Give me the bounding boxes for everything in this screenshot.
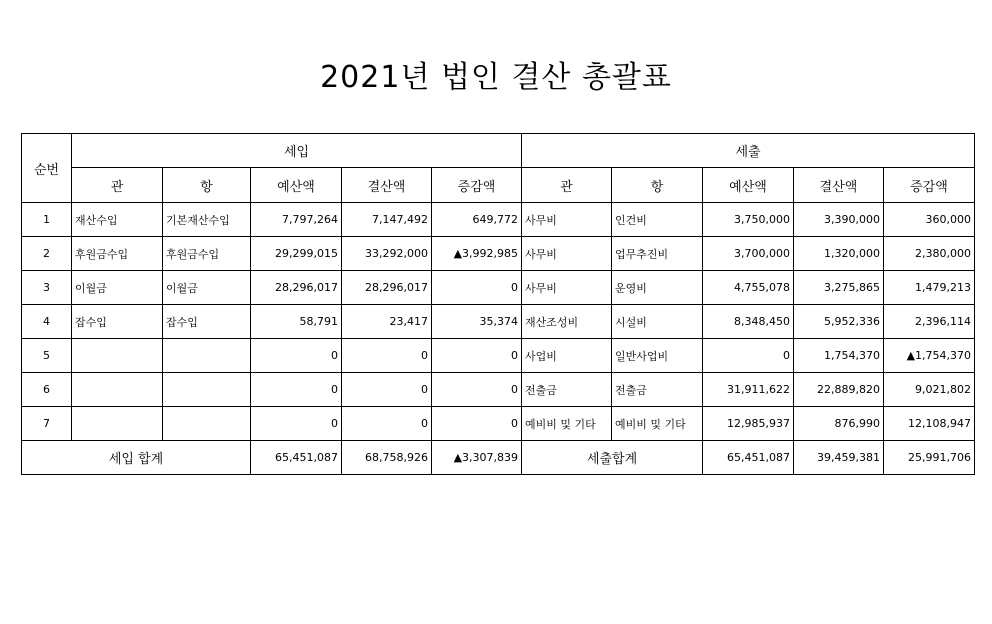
expense-gwan-cell: 사무비 <box>522 271 612 305</box>
expense-hang-cell: 시설비 <box>612 305 703 339</box>
expense-settlement-cell: 5,952,336 <box>794 305 884 339</box>
row-no: 3 <box>22 271 72 305</box>
settlement-table <box>21 133 975 475</box>
income-hang-cell <box>163 373 251 407</box>
expense-settlement-cell: 1,754,370 <box>794 339 884 373</box>
income-settlement-cell: 0 <box>342 339 432 373</box>
expense-settlement-cell: 3,275,865 <box>794 271 884 305</box>
income-budget-cell: 58,791 <box>251 305 342 339</box>
row-no: 4 <box>22 305 72 339</box>
header-no: 순번 <box>22 134 72 203</box>
income-total-budget: 65,451,087 <box>251 441 342 475</box>
expense-diff-cell: 2,380,000 <box>884 237 975 271</box>
expense-budget-cell: 3,700,000 <box>703 237 794 271</box>
income-gwan-cell <box>72 407 163 441</box>
header-in-hang: 항 <box>163 168 251 203</box>
header-in-gwan: 관 <box>72 168 163 203</box>
income-diff-cell: 35,374 <box>432 305 522 339</box>
income-settlement-cell: 33,292,000 <box>342 237 432 271</box>
expense-settlement-cell: 3,390,000 <box>794 203 884 237</box>
expense-hang-cell: 인건비 <box>612 203 703 237</box>
income-gwan-cell <box>72 339 163 373</box>
income-hang-cell: 이월금 <box>163 271 251 305</box>
table-row <box>22 203 975 237</box>
header-row-1 <box>22 134 975 168</box>
expense-settlement-cell: 22,889,820 <box>794 373 884 407</box>
header-in-settle: 결산액 <box>342 168 432 203</box>
row-no: 7 <box>22 407 72 441</box>
income-budget-cell: 0 <box>251 373 342 407</box>
row-no: 2 <box>22 237 72 271</box>
totals-row <box>22 441 975 475</box>
income-hang-cell <box>163 407 251 441</box>
table-row <box>22 305 975 339</box>
expense-gwan-cell: 예비비 및 기타 <box>522 407 612 441</box>
expense-budget-cell: 0 <box>703 339 794 373</box>
expense-diff-cell: ▲1,754,370 <box>884 339 975 373</box>
income-gwan-cell: 이월금 <box>72 271 163 305</box>
income-budget-cell: 29,299,015 <box>251 237 342 271</box>
income-diff-cell: 0 <box>432 407 522 441</box>
expense-budget-cell: 4,755,078 <box>703 271 794 305</box>
expense-total-budget: 65,451,087 <box>703 441 794 475</box>
income-hang-cell: 후원금수입 <box>163 237 251 271</box>
row-no: 5 <box>22 339 72 373</box>
expense-budget-cell: 3,750,000 <box>703 203 794 237</box>
expense-settlement-cell: 876,990 <box>794 407 884 441</box>
expense-diff-cell: 1,479,213 <box>884 271 975 305</box>
expense-gwan-cell: 재산조성비 <box>522 305 612 339</box>
table-row <box>22 407 975 441</box>
income-hang-cell <box>163 339 251 373</box>
header-ex-gwan: 관 <box>522 168 612 203</box>
income-budget-cell: 28,296,017 <box>251 271 342 305</box>
income-diff-cell: ▲3,992,985 <box>432 237 522 271</box>
income-budget-cell: 0 <box>251 407 342 441</box>
expense-total-label: 세출합계 <box>522 441 703 475</box>
income-settlement-cell: 0 <box>342 373 432 407</box>
income-total-label: 세입 합계 <box>22 441 251 475</box>
expense-diff-cell: 360,000 <box>884 203 975 237</box>
expense-budget-cell: 12,985,937 <box>703 407 794 441</box>
income-diff-cell: 0 <box>432 373 522 407</box>
income-hang-cell: 잡수입 <box>163 305 251 339</box>
income-settlement-cell: 28,296,017 <box>342 271 432 305</box>
row-no: 6 <box>22 373 72 407</box>
header-in-diff: 증감액 <box>432 168 522 203</box>
income-budget-cell: 7,797,264 <box>251 203 342 237</box>
header-income: 세입 <box>72 134 522 168</box>
header-expense: 세출 <box>522 134 975 168</box>
income-gwan-cell: 잡수입 <box>72 305 163 339</box>
expense-budget-cell: 31,911,622 <box>703 373 794 407</box>
expense-gwan-cell: 사무비 <box>522 203 612 237</box>
expense-gwan-cell: 사업비 <box>522 339 612 373</box>
expense-total-diff: 25,991,706 <box>884 441 975 475</box>
header-row-2 <box>22 168 975 203</box>
expense-gwan-cell: 사무비 <box>522 237 612 271</box>
income-diff-cell: 0 <box>432 271 522 305</box>
income-gwan-cell <box>72 373 163 407</box>
expense-diff-cell: 9,021,802 <box>884 373 975 407</box>
expense-hang-cell: 전출금 <box>612 373 703 407</box>
expense-diff-cell: 2,396,114 <box>884 305 975 339</box>
header-ex-hang: 항 <box>612 168 703 203</box>
expense-budget-cell: 8,348,450 <box>703 305 794 339</box>
income-total-settlement: 68,758,926 <box>342 441 432 475</box>
expense-gwan-cell: 전출금 <box>522 373 612 407</box>
header-ex-settle: 결산액 <box>794 168 884 203</box>
income-gwan-cell: 재산수입 <box>72 203 163 237</box>
income-settlement-cell: 23,417 <box>342 305 432 339</box>
header-in-budget: 예산액 <box>251 168 342 203</box>
income-budget-cell: 0 <box>251 339 342 373</box>
table-row <box>22 339 975 373</box>
expense-hang-cell: 업무추진비 <box>612 237 703 271</box>
income-diff-cell: 0 <box>432 339 522 373</box>
expense-hang-cell: 운영비 <box>612 271 703 305</box>
table-row <box>22 271 975 305</box>
expense-diff-cell: 12,108,947 <box>884 407 975 441</box>
expense-hang-cell: 일반사업비 <box>612 339 703 373</box>
page-title: 2021년 법인 결산 총괄표 <box>320 60 672 95</box>
income-diff-cell: 649,772 <box>432 203 522 237</box>
income-total-diff: ▲3,307,839 <box>432 441 522 475</box>
table-row <box>22 237 975 271</box>
expense-total-settlement: 39,459,381 <box>794 441 884 475</box>
income-gwan-cell: 후원금수입 <box>72 237 163 271</box>
row-no: 1 <box>22 203 72 237</box>
expense-hang-cell: 예비비 및 기타 <box>612 407 703 441</box>
header-ex-diff: 증감액 <box>884 168 975 203</box>
expense-settlement-cell: 1,320,000 <box>794 237 884 271</box>
table-row <box>22 373 975 407</box>
income-hang-cell: 기본재산수입 <box>163 203 251 237</box>
income-settlement-cell: 0 <box>342 407 432 441</box>
header-ex-budget: 예산액 <box>703 168 794 203</box>
income-settlement-cell: 7,147,492 <box>342 203 432 237</box>
